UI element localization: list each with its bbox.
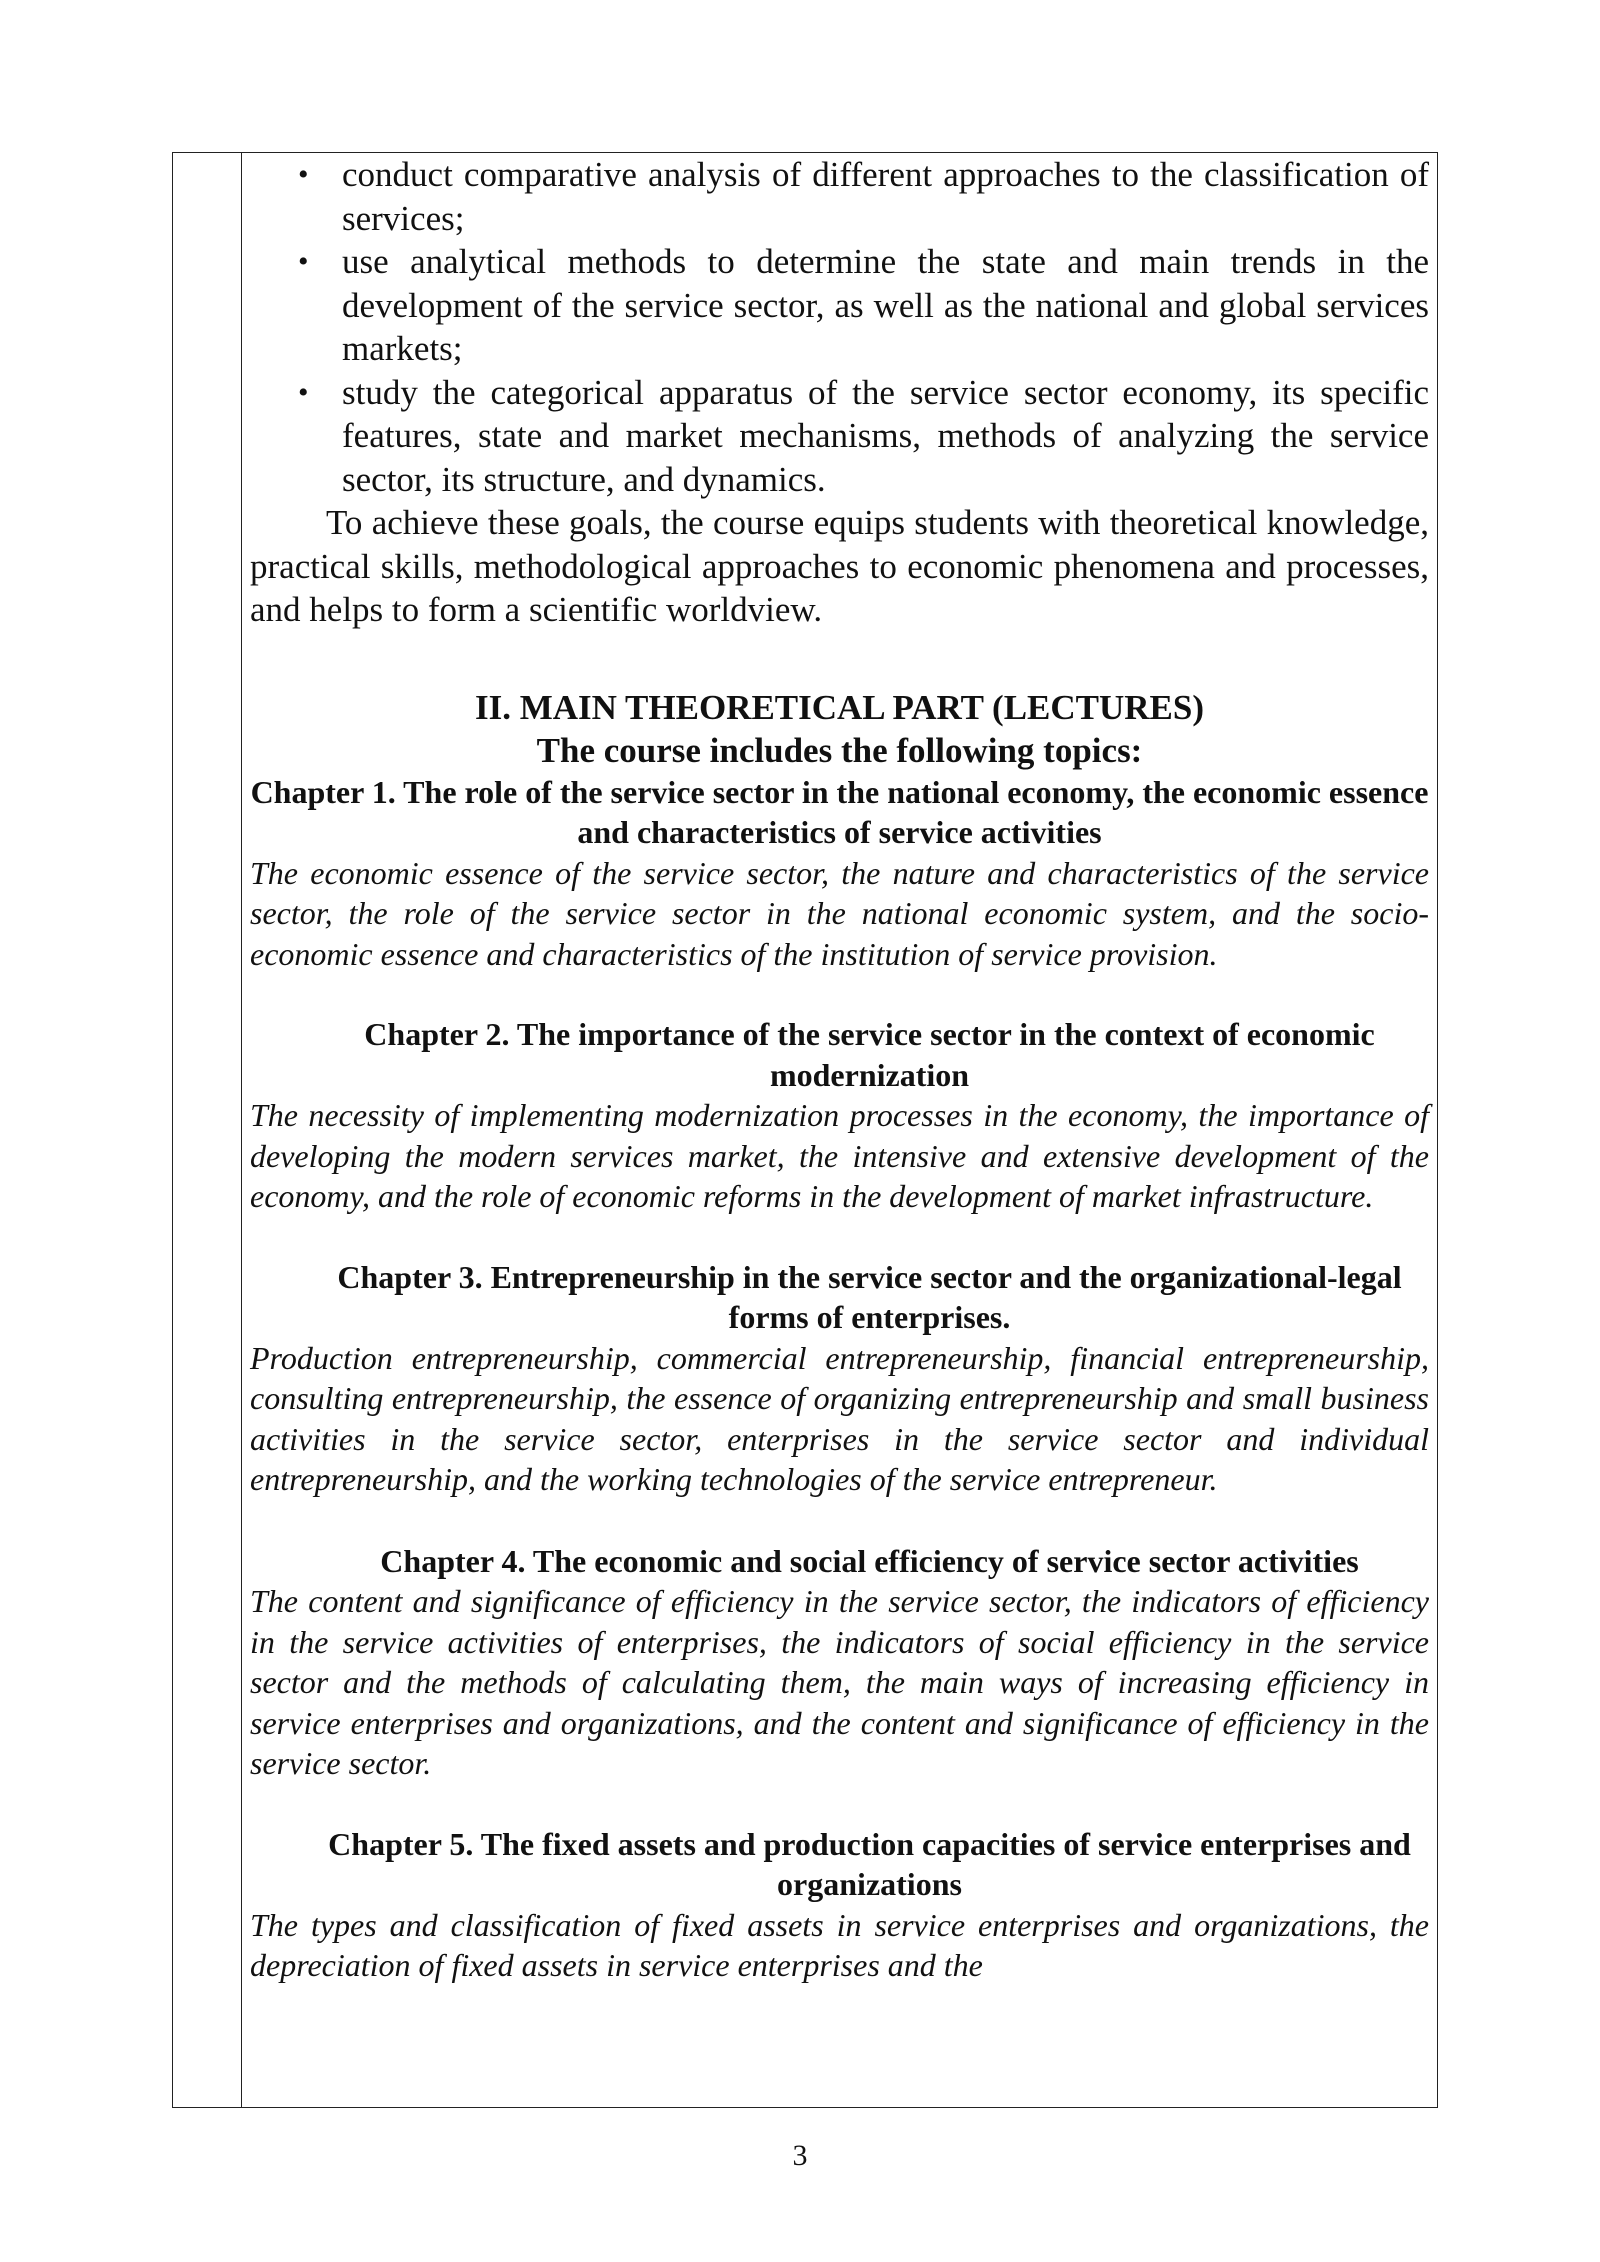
section-title: II. MAIN THEORETICAL PART (LECTURES) [474, 687, 1205, 727]
objectives-list [250, 153, 1429, 501]
table-content-column [242, 153, 1437, 2107]
section-subtitle: The course includes the following topics: [536, 730, 1143, 770]
bullet-icon: • [298, 375, 309, 409]
list-item-text: use analytical methods to determine the state and main trends in the development of the service sector, as well as the national and global services markets; [342, 242, 1429, 368]
chapter-3-title: Chapter 3. Entrepreneurship in the service sector and the organizational-legal forms of enterprises. [337, 1258, 1402, 1335]
chapter-4-description: The content and significance of efficiency in the service sector, the indicators of efficiency in the service activities of enterprises, the indicators of social efficiency in the service sector and the methods of calculating them, the main ways of increasing efficiency in service enterprises and organizations, and the content and significance of efficiency in the service sector. [250, 1583, 1429, 1781]
list-item-text: conduct comparative analysis of different approaches to the classification of services; [342, 155, 1429, 238]
chapter-2-description: The necessity of implementing modernization processes in the economy, the importance of developing the modern services market, the intensive and extensive development of the economy, and the role of economic reforms in the development of market infrastructure. [250, 1097, 1429, 1214]
chapter-5-title: Chapter 5. The fixed assets and production capacities of service enterprises and organizations [328, 1825, 1411, 1902]
table-left-column [173, 153, 242, 2107]
chapter-4-title: Chapter 4. The economic and social efficiency of service sector activities [380, 1542, 1359, 1579]
list-item [298, 153, 1429, 240]
list-item [298, 240, 1429, 371]
list-item-text: study the categorical apparatus of the service sector economy, its specific features, state and market mechanisms, methods of analyzing the service sector, its structure, and dynamics. [342, 372, 1429, 499]
bullet-icon: • [298, 158, 309, 191]
chapter-2-title: Chapter 2. The importance of the service sector in the context of economic modernization [364, 1016, 1375, 1093]
page-number: 3 [792, 2139, 808, 2172]
chapter-1-title: Chapter 1. The role of the service sector in the national economy, the economic essence and characteristics of service activities [250, 773, 1429, 850]
chapter-5-description: The types and classification of fixed assets in service enterprises and organizations, the depreciation of fixed assets in service enterprises and the [250, 1906, 1429, 1983]
document-table [172, 152, 1438, 2108]
chapter-3-description: Production entrepreneurship, commercial entrepreneurship, financial entrepreneurship, consulting entrepreneurship, the essence of organizing entrepreneurship and small business activities in the service sector, enterprises in the service sector and individual entrepreneurship, and the working technologies of the service entrepreneur. [250, 1339, 1429, 1497]
chapter-1-description: The economic essence of the service sector, the nature and characteristics of the service sector, the role of the service sector in the national economic system, and the socio-economic essence and characteristics of the institution of service provision. [250, 854, 1429, 972]
list-item [298, 371, 1429, 502]
bullet-icon: • [298, 245, 309, 278]
goals-paragraph: To achieve these goals, the course equips students with theoretical knowledge, practical skills, methodological approaches to economic phenomena and processes, and helps to form a scientific worldview. [250, 503, 1429, 629]
